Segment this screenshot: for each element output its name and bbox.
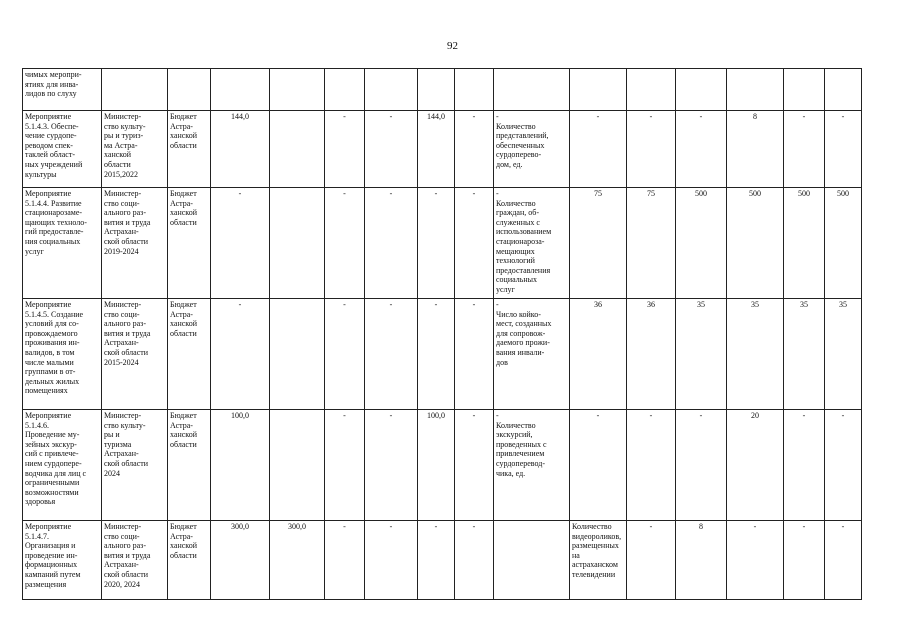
target-cell: 8: [727, 111, 784, 188]
target-cell: 500: [676, 188, 727, 299]
value-cell: -: [418, 521, 455, 600]
value-cell: -: [418, 188, 455, 299]
value-cell: 144,0: [211, 111, 270, 188]
target-cell: 35: [676, 299, 727, 410]
value-cell: - Число койко- мест, созданных для сопровож- даемого прожи- вания инвали- дов: [494, 299, 570, 410]
target-cell: -: [727, 521, 784, 600]
value-cell: [270, 299, 325, 410]
value-cell: [211, 69, 270, 111]
value-cell: 300,0: [211, 521, 270, 600]
target-cell: [825, 69, 862, 111]
target-cell: [627, 69, 676, 111]
value-cell: [455, 69, 494, 111]
executor-cell: Министер- ство соци- ального раз- вития и труда Астрахан- ской области 2020, 2024: [104, 522, 151, 589]
target-cell: 500: [784, 188, 825, 299]
target-cell: -: [570, 111, 627, 188]
measure-cell: Мероприятие 5.1.4.6. Проведение му- зейных экскур- сий с привлече- нием сурдопере- водчика для лиц с ограниченными возможностями здоровья: [25, 411, 87, 507]
value-cell: -: [455, 299, 494, 410]
target-cell: -: [676, 410, 727, 521]
target-cell: -: [627, 111, 676, 188]
target-cell: 8: [676, 521, 727, 600]
source-cell: Бюджет Астра- ханской области: [170, 411, 198, 449]
indicator-cell: Количество экскурсий, проведенных с привлечением сурдоперевод- чика, ед.: [496, 420, 547, 478]
target-cell: [727, 69, 784, 111]
target-cell: 500: [825, 188, 862, 299]
value-cell: -: [211, 188, 270, 299]
value-cell: [418, 69, 455, 111]
target-cell: [570, 69, 627, 111]
value-cell: -: [455, 111, 494, 188]
measure-cell: Мероприятие 5.1.4.3. Обеспе- чение сурдопе- реводом спек- таклей област- ных учреждений культуры: [25, 112, 83, 179]
value-cell: 144,0: [418, 111, 455, 188]
indicator-cell: Количество представлений, обеспеченных сурдоперево- дом, ед.: [496, 121, 549, 169]
value-cell: - Количество представлений, обеспеченных сурдоперево- дом, ед.: [494, 111, 570, 188]
value-cell: -: [325, 410, 365, 521]
value-cell: -: [455, 188, 494, 299]
source-cell: Бюджет Астра- ханской области: [170, 522, 198, 560]
source-cell: Бюджет Астра- ханской области: [170, 112, 198, 150]
value-cell: [270, 188, 325, 299]
value-cell: [270, 111, 325, 188]
value-cell: -: [365, 111, 418, 188]
executor-cell: Министер- ство культу- ры и туриз- ма Астра- ханской области 2015,2022: [104, 112, 146, 179]
value-cell: 300,0: [270, 521, 325, 600]
value-cell: -: [325, 188, 365, 299]
value-cell: -: [455, 521, 494, 600]
value-cell: -: [325, 521, 365, 600]
table-row: [23, 188, 862, 299]
target-cell: 500: [727, 188, 784, 299]
indicator-cell: Количество видеороликов, размещенных на астраханском телевидении: [572, 522, 622, 579]
table-row: [23, 299, 862, 410]
measure-cell: чимых меропри- ятиях для инва- лидов по слуху: [25, 70, 82, 99]
table-row: [23, 521, 862, 600]
source-cell: Бюджет Астра- ханской области: [170, 189, 198, 227]
target-cell: -: [784, 410, 825, 521]
program-measures-table: [22, 68, 862, 600]
value-cell: - Количество граждан, об- служенных с использованием стационароза- мещающих технологий предоставления социальных услуг: [494, 188, 570, 299]
value-cell: -: [325, 111, 365, 188]
target-cell: [676, 69, 727, 111]
page-number: 92: [447, 40, 458, 52]
value-cell: 100,0: [418, 410, 455, 521]
indicator-cell: Число койко- мест, созданных для сопровож- даемого прожи- вания инвали- дов: [496, 309, 552, 367]
value-cell: -: [365, 299, 418, 410]
target-cell: 35: [825, 299, 862, 410]
value-cell: -: [211, 299, 270, 410]
target-cell: 35: [784, 299, 825, 410]
value-cell: -: [365, 410, 418, 521]
executor-cell: Министер- ство соци- ального раз- вития и труда Астрахан- ской области 2019-2024: [104, 189, 151, 256]
target-cell: -: [570, 410, 627, 521]
target-cell: -: [825, 111, 862, 188]
target-cell: -: [627, 410, 676, 521]
target-cell: 36: [627, 299, 676, 410]
measure-cell: Мероприятие 5.1.4.5. Создание условий для со- провождаемого проживания ин- валидов, в том числе малыми группами в от- дельных жилых помещениях: [25, 300, 84, 396]
target-cell: [784, 69, 825, 111]
value-cell: -: [418, 299, 455, 410]
value-cell: -: [455, 410, 494, 521]
value-cell: [270, 69, 325, 111]
measure-cell: Мероприятие 5.1.4.7. Организация и проведение ин- формационных кампаний путем размещения: [25, 522, 81, 589]
value-cell: - Количество экскурсий, проведенных с привлечением сурдоперевод- чика, ед.: [494, 410, 570, 521]
target-cell: -: [825, 410, 862, 521]
target-cell: 75: [627, 188, 676, 299]
value-cell: -: [365, 188, 418, 299]
target-cell: 36: [570, 299, 627, 410]
indicator-cell: Количество граждан, об- служенных с использованием стационароза- мещающих технологий предоставления социальных услуг: [496, 198, 552, 294]
value-cell: [365, 69, 418, 111]
target-cell: -: [825, 521, 862, 600]
executor-cell: Министер- ство соци- ального раз- вития и труда Астрахан- ской области 2015-2024: [104, 300, 151, 367]
value-cell: -: [325, 299, 365, 410]
table-row: [23, 410, 862, 521]
target-cell: -: [676, 111, 727, 188]
value-cell: [270, 410, 325, 521]
value-cell: [494, 521, 570, 600]
target-cell: -: [784, 111, 825, 188]
executor-cell: Министер- ство культу- ры и туризма Астрахан- ской области 2024: [104, 411, 149, 478]
target-cell: 20: [727, 410, 784, 521]
measure-cell: Мероприятие 5.1.4.4. Развитие стационарозаме- щающих техноло- гий предоставле- ния социальных услуг: [25, 189, 87, 256]
table-row: [23, 111, 862, 188]
value-cell: 100,0: [211, 410, 270, 521]
table-row: [23, 69, 862, 111]
source-cell: Бюджет Астра- ханской области: [170, 300, 198, 338]
target-cell: -: [627, 521, 676, 600]
target-cell: 35: [727, 299, 784, 410]
target-cell: 75: [570, 188, 627, 299]
value-cell: -: [365, 521, 418, 600]
value-cell: [325, 69, 365, 111]
target-cell: -: [784, 521, 825, 600]
